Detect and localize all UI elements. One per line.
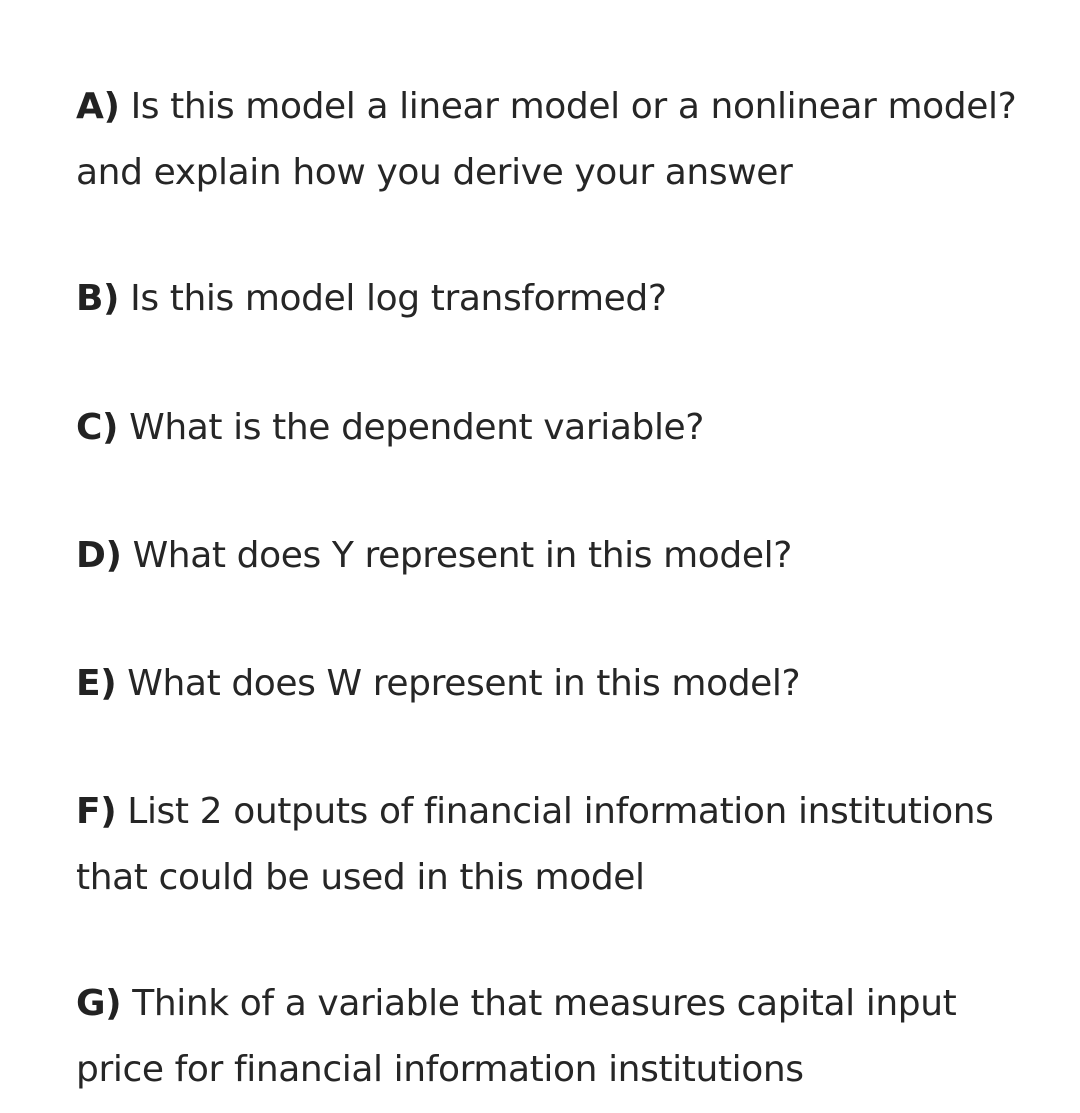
question-letter: G): [76, 983, 122, 1024]
question-c: [76, 395, 1036, 461]
question-g: [76, 971, 1036, 1103]
question-f: [76, 779, 1036, 911]
question-text: What does W represent in this model?: [127, 663, 801, 704]
question-d: [76, 523, 1036, 589]
question-text: Is this model a linear model or a nonlinear model? and explain how you derive your answer: [76, 86, 1017, 193]
question-text: What is the dependent variable?: [129, 407, 705, 448]
question-letter: C): [76, 407, 119, 448]
question-text: List 2 outputs of financial information institutions that could be used in this model: [76, 791, 994, 898]
question-b: [76, 266, 1036, 332]
question-text: Is this model log transformed?: [130, 278, 667, 319]
question-letter: D): [76, 535, 122, 576]
question-text: Think of a variable that measures capital input price for financial information institutions: [76, 983, 957, 1090]
question-text: What does Y represent in this model?: [132, 535, 792, 576]
question-letter: A): [76, 86, 120, 127]
question-letter: F): [76, 791, 117, 832]
question-e: [76, 651, 1036, 717]
question-letter: B): [76, 278, 120, 319]
question-a: [76, 74, 1036, 206]
question-letter: E): [76, 663, 117, 704]
